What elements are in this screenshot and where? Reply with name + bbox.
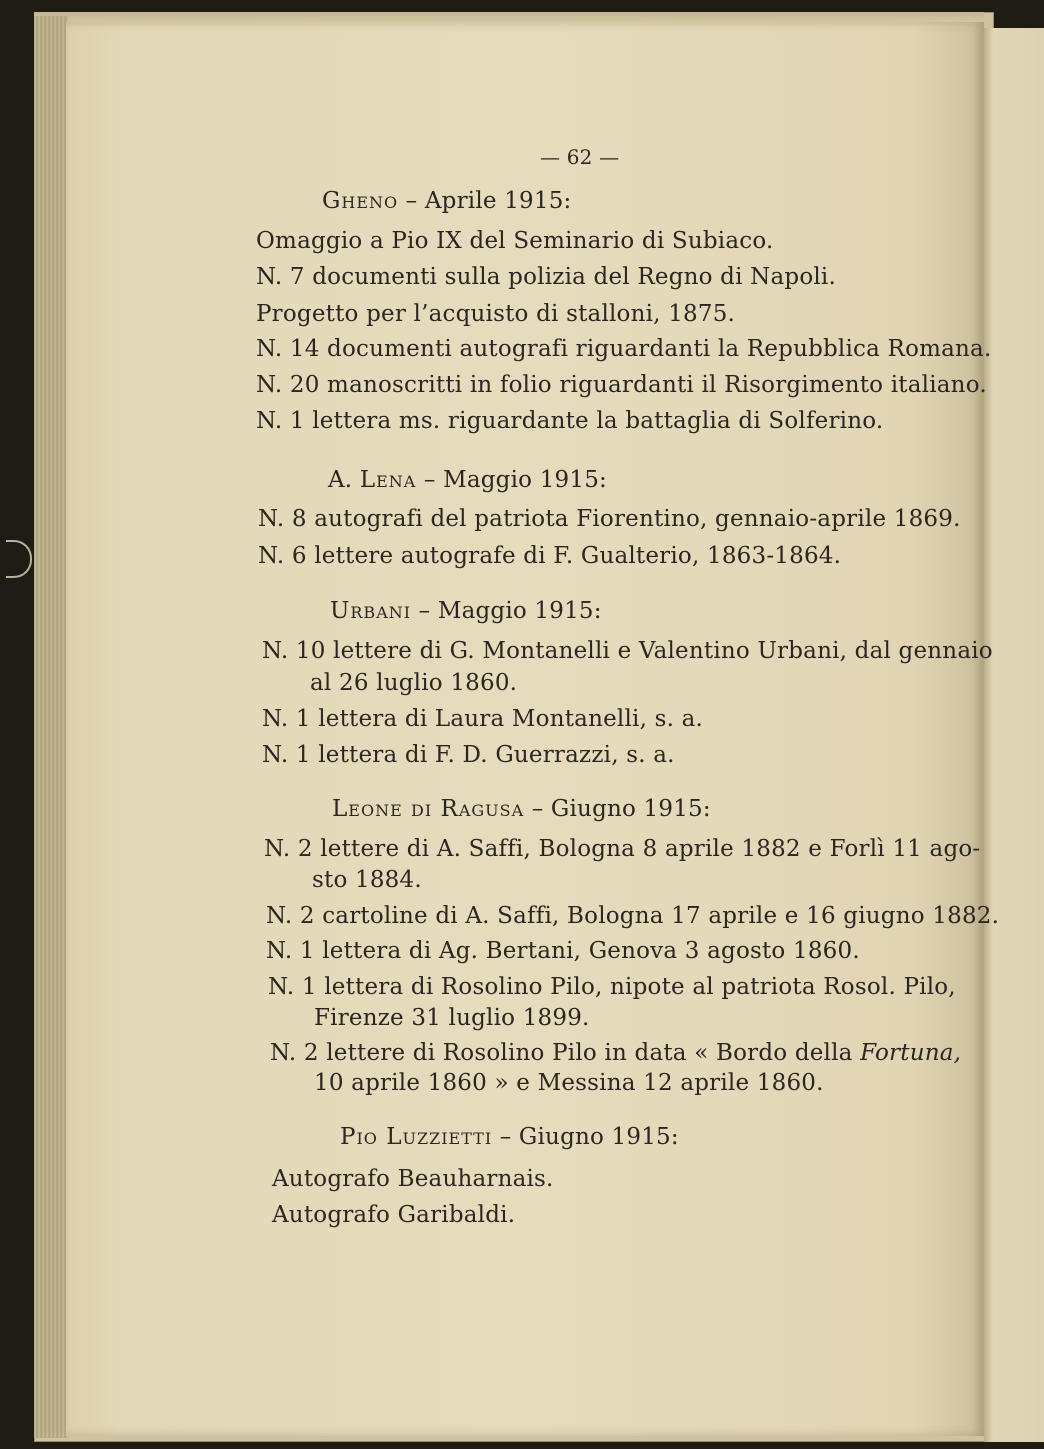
list-item-continuation: Firenze 31 luglio 1899. (314, 1005, 590, 1031)
donation-date: Maggio 1915: (443, 467, 607, 493)
list-item: N. 2 lettere di A. Saffi, Bologna 8 aprile 1882 e Forlì 11 ago- (264, 836, 981, 862)
section-heading (330, 596, 602, 626)
separator: – (423, 467, 436, 493)
list-item-continuation: al 26 luglio 1860. (310, 670, 518, 696)
separator: – (405, 188, 418, 214)
separator: – (418, 598, 431, 624)
list-item-continuation: sto 1884. (312, 867, 422, 893)
list-item: N. 1 lettera di F. D. Guerrazzi, s. a. (262, 742, 675, 768)
section-heading (328, 465, 607, 495)
list-item: N. 1 lettera di Laura Montanelli, s. a. (262, 706, 704, 732)
separator: – (531, 796, 544, 822)
page-number: — 62 — (540, 145, 620, 169)
list-item: N. 10 lettere di G. Montanelli e Valentino Urbani, dal gennaio (262, 638, 993, 664)
section-heading (332, 794, 711, 824)
donor-name: Urbani (330, 598, 412, 624)
donor-name: Gheno (322, 188, 399, 214)
section-heading (322, 186, 572, 216)
section-heading (340, 1122, 679, 1152)
list-item: N. 7 documenti sulla polizia del Regno di Napoli. (256, 264, 837, 290)
donor-initial: A. (328, 467, 353, 493)
list-item: N. 8 autografi del patriota Fiorentino, gennaio-aprile 1869. (258, 506, 961, 532)
list-item-text: N. 2 lettere di Rosolino Pilo in data « Bordo della (270, 1040, 853, 1066)
list-item: Omaggio a Pio IX del Seminario di Subiaco. (256, 228, 774, 254)
donation-date: Giugno 1915: (550, 796, 711, 822)
list-item-continuation: 10 aprile 1860 » e Messina 12 aprile 1860. (314, 1070, 824, 1096)
ship-name: Fortuna, (860, 1040, 962, 1066)
list-item: Progetto per l’acquisto di stalloni, 1875. (256, 301, 736, 327)
donation-date: Aprile 1915: (424, 188, 572, 214)
list-item: Autografo Beauharnais. (272, 1166, 554, 1192)
list-item: N. 1 lettera di Rosolino Pilo, nipote al patriota Rosol. Pilo, (268, 974, 956, 1000)
list-item: N. 1 lettera di Ag. Bertani, Genova 3 agosto 1860. (266, 938, 860, 964)
donation-date: Giugno 1915: (518, 1124, 679, 1150)
donation-date: Maggio 1915: (437, 598, 602, 624)
list-item (270, 1038, 961, 1068)
list-item: Autografo Garibaldi. (272, 1202, 516, 1228)
separator: – (499, 1124, 512, 1150)
list-item: N. 2 cartoline di A. Saffi, Bologna 17 aprile e 16 giugno 1882. (266, 903, 1000, 929)
list-item: N. 20 manoscritti in folio riguardanti il Risorgimento italiano. (256, 372, 987, 398)
donor-name: Pio Luzzietti (340, 1124, 493, 1150)
list-item: N. 1 lettera ms. riguardante la battaglia di Solferino. (256, 408, 884, 434)
donor-name: Leone di Ragusa (332, 796, 525, 822)
list-item: N. 14 documenti autografi riguardanti la Repubblica Romana. (256, 336, 992, 362)
donor-name: Lena (359, 467, 417, 493)
list-item: N. 6 lettere autografe di F. Gualterio, 1863-1864. (258, 543, 842, 569)
